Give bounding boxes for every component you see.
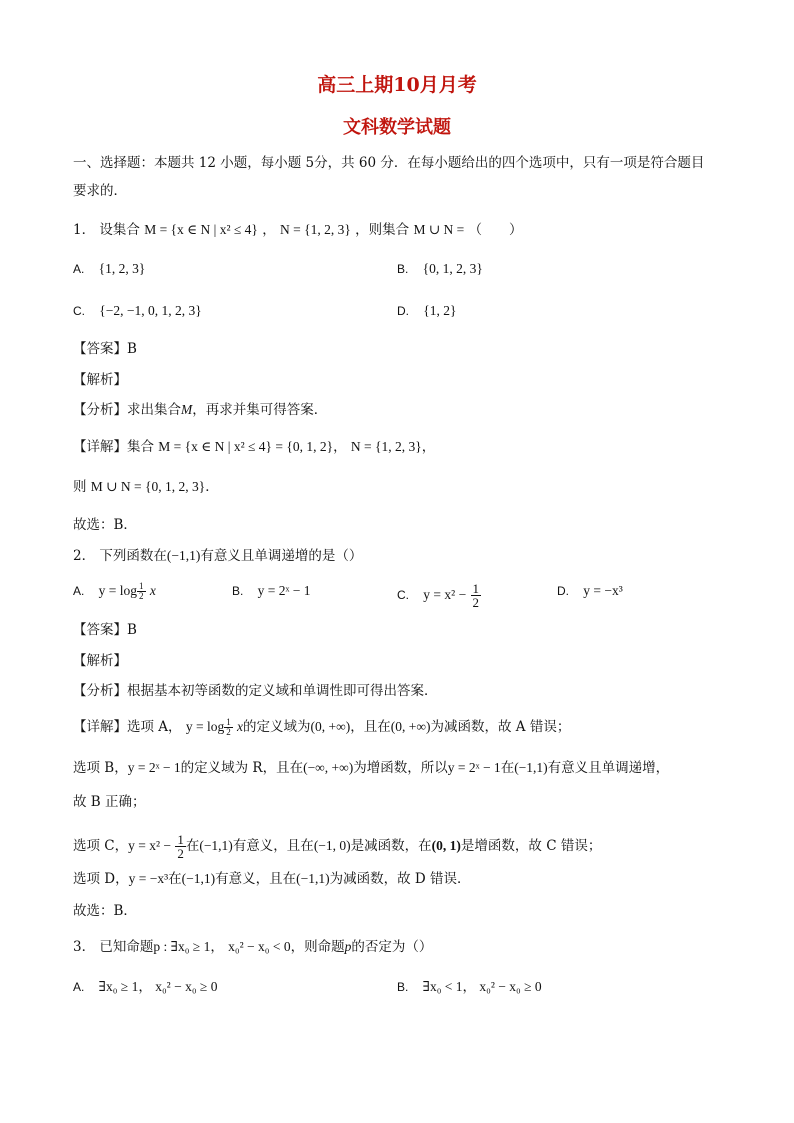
- detailed-solution: 【详解】集合 M = {x ∈ N | x² ≤ 4} = {0, 1, 2}， N = {1, 2, 3}，: [73, 439, 436, 455]
- option-b: [397, 260, 483, 278]
- detailed-solution-c: 选项 C，y = x² − $\frac{1}{2}$ 在(−1,1)有意义，且在(−1, 0)是减函数，在(0, 1)是增函数，故 C 错误；: [73, 832, 602, 861]
- set-m-definition: M = {x ∈ N | x² ≤ 4}: [144, 222, 258, 237]
- set-n-definition: N = {1, 2, 3}: [280, 222, 351, 237]
- option-label: A.: [73, 262, 85, 276]
- detail-tag: 【详解】: [73, 439, 127, 455]
- question-text: ，则集合: [355, 222, 410, 238]
- analysis-tag: 【分析】: [73, 402, 127, 418]
- question-text: 设集合: [99, 222, 140, 238]
- option-c: [73, 302, 202, 320]
- detailed-solution-a: 【详解】选项 A， y = log $\frac{1}{2}$ x的定义域为(0, +∞)，且在(0, +∞)为减函数，故 A 错误；: [73, 717, 571, 737]
- log-base-fraction: $\frac{1}{2}$: [139, 581, 144, 601]
- separator: ，: [262, 222, 276, 238]
- question-number: 1．: [73, 222, 96, 238]
- option-label: D.: [397, 304, 409, 318]
- question-1-stem: [73, 221, 523, 239]
- page-subtitle: 文科数学试题: [343, 117, 451, 138]
- final-choice: 故选：B．: [73, 903, 137, 919]
- option-b: B. ∃x₀ < 1， x₀² − x₀ ≥ 0: [397, 979, 542, 994]
- detailed-solution-d: 选项 D，y = −x³在(−1,1)有意义，且在(−1,1)为减函数，故 D 错误．: [73, 871, 471, 887]
- option-label: B.: [397, 262, 409, 276]
- option-a: A. ∃x₀ ≥ 1， x₀² − x₀ ≥ 0: [73, 979, 218, 994]
- solution-conclusion: 则 M ∪ N = {0, 1, 2, 3}．: [73, 479, 219, 495]
- section-intro-line2: 要求的．: [73, 183, 127, 199]
- final-choice: 故选：B．: [73, 517, 137, 533]
- answer-line: 【答案】B: [73, 341, 137, 357]
- option-d: [397, 302, 457, 320]
- option-a: A. y = log $\frac{1}{2}$ x: [73, 581, 156, 601]
- option-d: D. y = −x³: [557, 583, 623, 598]
- question-number: 3．: [73, 939, 96, 955]
- option-c: C. y = x² − $\frac{1}{2}$: [397, 581, 479, 610]
- section-intro-line1: 一、选择题：本题共 12 小题，每小题 5分，共 60 分．在每小题给出的四个选项中，只有一项是符合题目: [73, 155, 705, 171]
- option-b: B. y = 2ˣ − 1: [232, 583, 311, 598]
- option-value: {−2, −1, 0, 1, 2, 3}: [99, 303, 202, 318]
- analysis-summary: 【分析】根据基本初等函数的定义域和单调性即可得出答案．: [73, 683, 438, 699]
- answer-line: 【答案】B: [73, 622, 137, 638]
- detailed-solution-b-cont: 故 B 正确；: [73, 794, 146, 810]
- option-label: C.: [73, 304, 85, 318]
- analysis-heading: 【解析】: [73, 372, 127, 388]
- question-2-stem: 2． 下列函数在(−1,1)有意义且单调递增的是（）: [73, 548, 363, 564]
- fraction-one-half: $\frac{1}{2}$: [472, 581, 479, 610]
- option-value: {1, 2}: [423, 303, 457, 318]
- union-expression: M ∪ N =: [413, 222, 465, 237]
- question-number: 2．: [73, 548, 96, 564]
- answer-parens: （ ）: [468, 222, 523, 238]
- detailed-solution-b: 选项 B，y = 2ˣ − 1的定义域为 R，且在(−∞, +∞)为增函数，所以y = 2ˣ − 1在(−1,1)有意义且单调递增，: [73, 760, 670, 776]
- option-value: {1, 2, 3}: [98, 261, 146, 276]
- option-a: [73, 260, 145, 278]
- page-title: 高三上期10月月考: [317, 74, 477, 96]
- option-value: {0, 1, 2, 3}: [422, 261, 483, 276]
- analysis-summary: 【分析】求出集合M，再求并集可得答案．: [73, 402, 328, 418]
- question-3-stem: 3． 已知命题p : ∃x₀ ≥ 1， x₀² − x₀ < 0，则命题p的否定为（）: [73, 939, 433, 955]
- analysis-heading: 【解析】: [73, 653, 127, 669]
